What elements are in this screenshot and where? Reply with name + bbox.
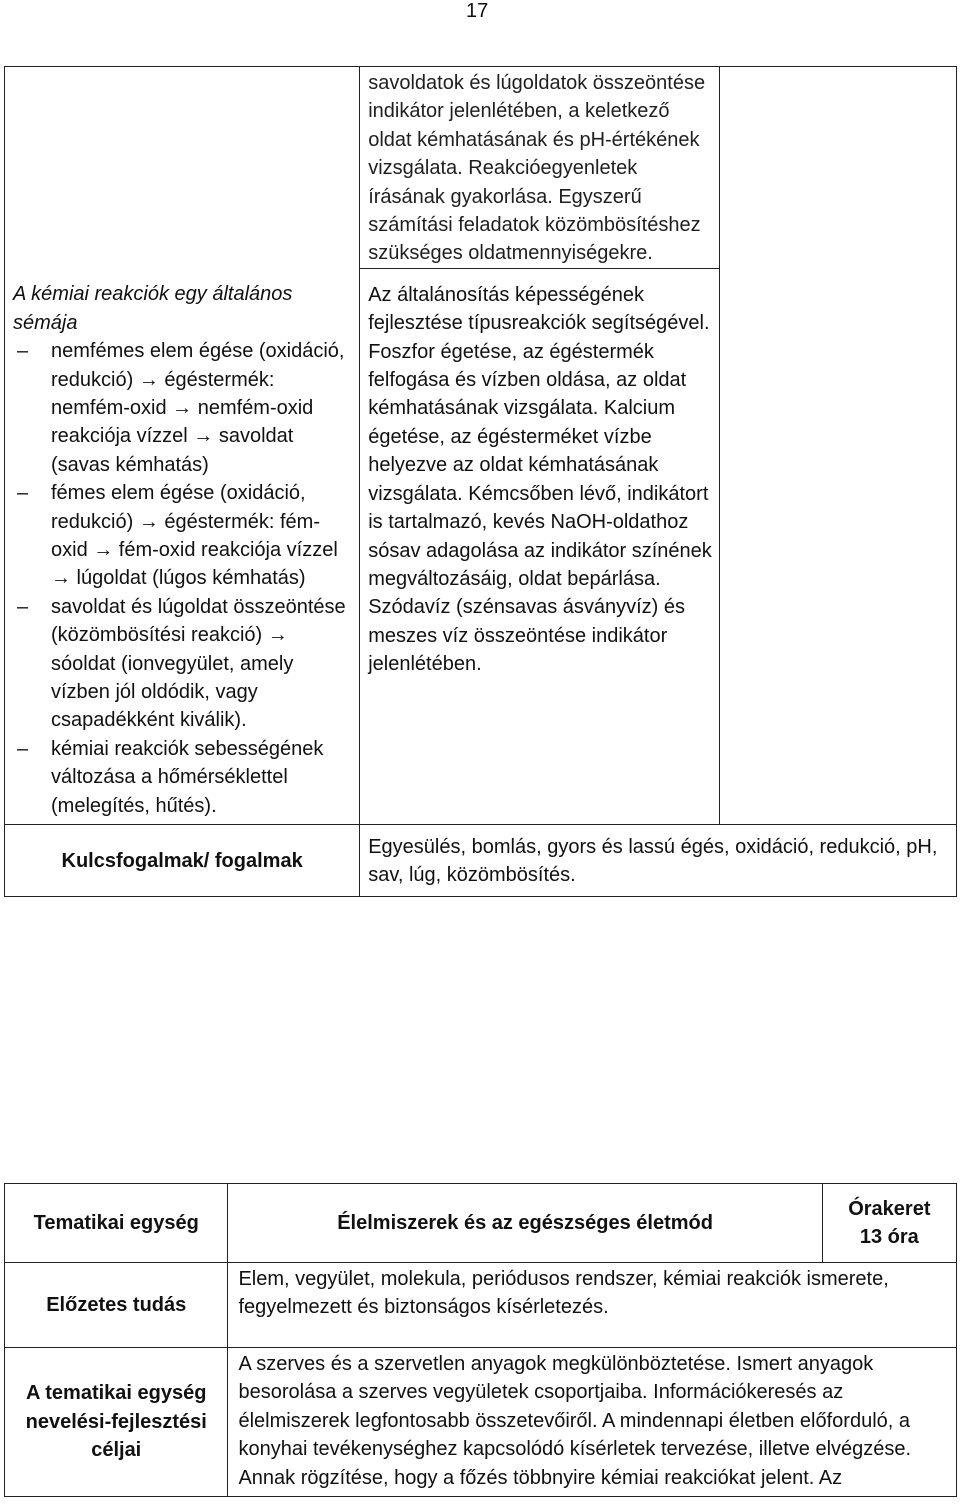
content-table (4, 66, 957, 897)
prior-knowledge-value: Elem, vegyület, molekula, periódusos rendszer, kémiai reakciók ismerete, fegyelmezett és biztonságos kísérletezés. (228, 1263, 957, 1348)
list-item: – fémes elem égése (oxidáció, redukció) → égéstermék: fém-oxid → fém-oxid reakciója vízzel → lúgoldat (lúgos kémhatás) (13, 479, 355, 593)
list-item: – kémiai reakciók sebességének változása a hőmérséklettel (melegítés, hűtés). (13, 735, 355, 820)
key-concepts-value: Egyesülés, bomlás, gyors és lassú égés, oxidáció, redukció, pH, sav, lúg, közömbösítés. (360, 825, 957, 897)
hours-label: Órakeret (848, 1197, 931, 1220)
table-cell-reaction-scheme (5, 268, 360, 824)
hours-cell (822, 1184, 956, 1263)
scheme-list (13, 337, 355, 820)
table-cell-activities-top (360, 67, 720, 269)
table-row (5, 825, 957, 897)
page-number: 17 (466, 0, 489, 22)
table-row (5, 1184, 957, 1263)
unit-label: Tematikai egység (5, 1184, 228, 1263)
table-row (5, 67, 957, 269)
table-row (5, 1348, 957, 1497)
unit-table (4, 1183, 957, 1497)
table-row (5, 1263, 957, 1348)
goals-value: A szerves és a szervetlen anyagok megkülönböztetése. Ismert anyagok besorolása a szerves vegyületek csoportjaiba. Információkeresés az élelmiszerek legfontosabb összetevőiről. A mindennapi életben előforduló, a konyhai tevékenységhez kapcsolódó kísérletek tervezése, illetve elvégzése. Annak rögzítése, hogy a főzés többnyire kémiai reakciókat jelent. Az (228, 1348, 957, 1497)
table-cell-activities (360, 268, 720, 824)
list-item: – nemfémes elem égése (oxidáció, redukció) → égéstermék: nemfém-oxid → nemfém-oxid reakciója vízzel → savoldat (savas kémhatás) (13, 337, 355, 479)
activities-text-top: savoldatok és lúgoldatok összeöntése indikátor jelenlétében, a keletkező oldat kémhatásának és pH-értékének vizsgálata. Reakcióegyenletek írásának gyakorlása. Egyszerű számítási feladatok közömbösítéshez szükséges oldatmennyiségekre. (368, 72, 706, 265)
table-cell-empty-right (719, 67, 956, 825)
unit-title: Élelmiszerek és az egészséges életmód (228, 1184, 822, 1263)
list-item: – savoldat és lúgoldat összeöntése (közömbösítési reakció) → sóoldat (ionvegyület, amely vízben jól oldódik, vagy csapadékként kiválik). (13, 593, 355, 735)
activities-text: Az általánosítás képességének fejlesztése típusreakciók segítségével. Foszfor égetése, az égéstermék felfogása és vízben oldása, az oldat kémhatásának vizsgálata. Kalcium égetése, az égésterméket vízbe helyezve az oldat kémhatásának vizsgálata. Kémcsőben lévő, indikátort is tartalmazó, kevés NaOH-oldathoz sósav adagolása az indikátor színének megváltozásáig, oldat bepárlása. Szódavíz (szénsavas ásványvíz) és meszes víz összeöntése indikátor jelenlétében. (368, 283, 712, 676)
table-cell-empty (5, 67, 360, 269)
hours-value: 13 óra (859, 1226, 919, 1248)
scheme-title: A kémiai reakciók egy általános sémája (13, 283, 293, 334)
goals-label: A tematikai egység nevelési-fejlesztési céljai (5, 1348, 228, 1497)
prior-knowledge-label: Előzetes tudás (5, 1263, 228, 1348)
key-concepts-label: Kulcsfogalmak/ fogalmak (5, 825, 360, 897)
